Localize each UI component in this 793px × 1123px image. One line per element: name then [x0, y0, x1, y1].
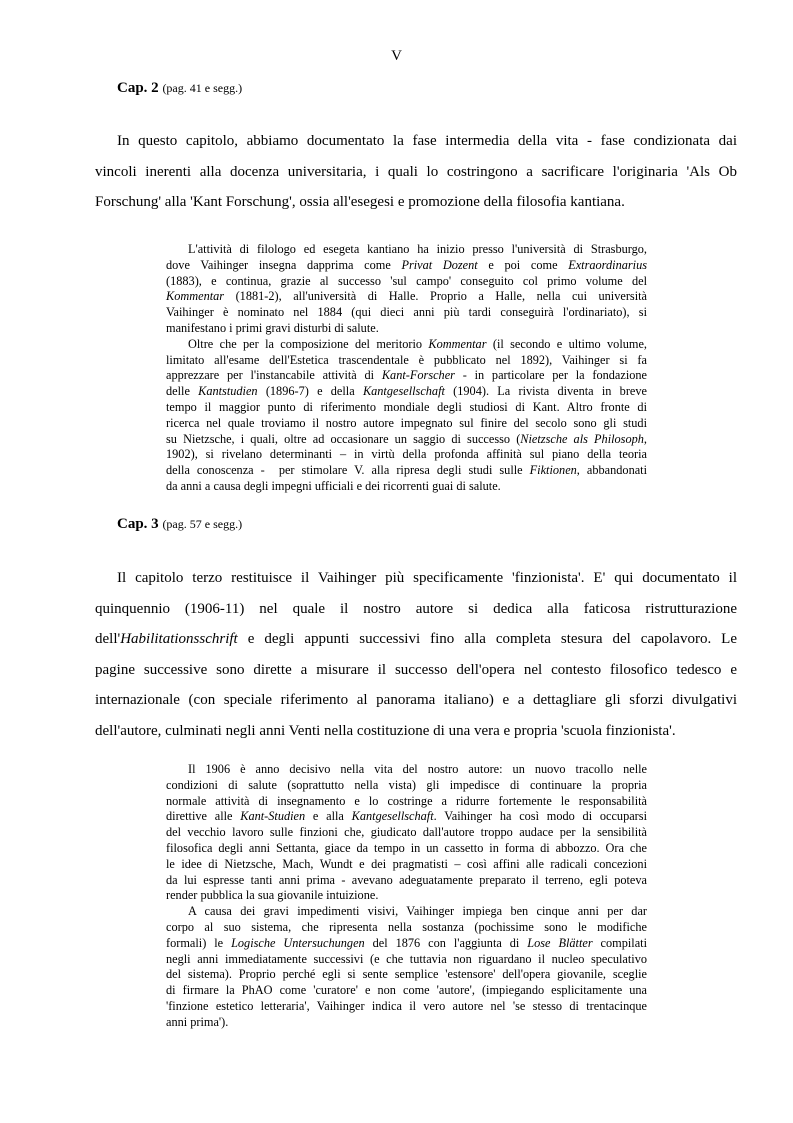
chapter-3-page-ref: (pag. 57 e segg.)	[162, 517, 243, 531]
text-line: In questo capitolo, abbiamo documentato la fase intermedia della vita - fase condizionata dai	[117, 133, 737, 149]
text-line: da anni a causa degli impegni ufficiali e dei ricorrenti guai di salute.	[166, 478, 501, 493]
text-line: dell'Habilitationsschrift e degli appunti successivi fino alla completa stesura del capolavoro. Le	[95, 631, 737, 647]
text-line: (1883), e continua, grazie al successo 'sul campo' conseguito col primo volume del	[166, 273, 647, 288]
chapter-2-heading	[117, 78, 242, 98]
chapter-3-label: Cap. 3	[117, 516, 159, 532]
text-line: direttive alle Kant-Studien e alla Kantgesellschaft. Vaihinger ha così modo di occuparsi	[166, 809, 647, 824]
chapter-2-page-ref: (pag. 41 e segg.)	[162, 81, 243, 95]
text-line: quinquennio (1906-11) nel quale il nostro autore si dedica alla faticosa ristrutturazione	[95, 600, 737, 617]
text-line: vincoli inerenti alla docenza universitaria, i quali lo costringono a sacrificare l'originaria 'Als Ob	[95, 163, 737, 180]
text-line: 1902), si rivelano determinanti – in virtù della profonda affinità sul piano della teoria	[166, 447, 647, 462]
chapter-2-paragraph	[95, 126, 737, 218]
text-line: Oltre che per la composizione del meritorio Kommentar (il secondo e ultimo volume,	[188, 336, 647, 351]
text-line: formali) le Logische Untersuchungen del 1876 con l'aggiunta di Lose Blätter compilati	[166, 935, 647, 950]
page-number: V	[391, 48, 402, 64]
text-line: da lui espresse tanti anni prima - avevano adeguatamente preparato il terreno, egli poteva	[166, 872, 647, 887]
text-line: di firmare la PhAO come 'curatore' e non come 'autore', (impiegando esplicitamente una	[166, 983, 647, 998]
text-line: del vecchio lavoro sulle finzioni che, giudicato dall'autore troppo audace per la sensibilità	[166, 825, 647, 840]
text-line: delle Kantstudien (1896-7) e della Kantgesellschaft (1904). La rivista diventa in breve	[166, 384, 647, 399]
text-line: 'finzione estetico letteraria', Vaihinger indica il vero autore nel 'se stesso di trentacinque	[166, 998, 647, 1013]
text-line: Il capitolo terzo restituisce il Vaihinger più specificamente 'finzionista'. E' qui documentato il	[117, 570, 737, 586]
text-line: Kommentar (1881-2), all'università di Halle. Proprio a Halle, nella cui università	[166, 289, 647, 304]
chapter-3-paragraph	[95, 563, 737, 746]
text-line: manifestano i primi gravi disturbi di salute.	[166, 320, 379, 335]
chapter-3-block-quote	[166, 762, 647, 1031]
text-line: anni prima').	[166, 1014, 229, 1029]
text-line: normale attività di insegnamento e lo costringe a ridurre fortemente le responsabilità	[166, 793, 647, 808]
text-line: pagine successive sono dirette a misurare il successo dell'opera nel contesto filosofico tedesco e	[95, 661, 737, 678]
text-line: Forschung' alla 'Kant Forschung', ossia all'esegesi e promozione della filosofia kantiana.	[95, 194, 625, 210]
chapter-2-label: Cap. 2	[117, 80, 159, 96]
text-line: della conoscenza - per stimolare V. alla ripresa degli studi sulle Fiktionen, abbandonati	[166, 463, 648, 478]
text-line: dell'autore, culminati negli anni Venti nella costituzione di una vera e propria 'scuola finzionista'.	[95, 722, 676, 739]
text-line: corpo al suo sistema, che ripresenta nella sostanza (pochissime sono le modifiche	[166, 919, 647, 934]
chapter-3-heading	[117, 514, 242, 534]
text-line: negli anni immediatamente successivi (e che tuttavia non riguardano il nucleo speculativo	[166, 951, 647, 966]
text-line: del sistema). Proprio perché egli si sente semplice 'estensore' dell'opera giovanile, sceglie	[166, 967, 647, 982]
text-line: apprezzare per l'instancabile attività di Kant-Forscher - in particolare per la fondazione	[166, 368, 647, 383]
text-line: internazionale (con speciale riferimento al panorama italiano) e a dettagliare gli sforzi divulgativi	[95, 692, 737, 708]
text-line: su Nietzsche, i quali, oltre ad occasionare un saggio di successo (Nietzsche als Philosoph,	[166, 431, 647, 446]
text-line: Il 1906 è anno decisivo nella vita del nostro autore: un nuovo tracollo nelle	[188, 762, 647, 776]
text-line: limitato all'esame dell'Estetica trascendentale è pubblicato nel 1892), Vaihinger si fa	[166, 352, 647, 367]
text-line: le idee di Nietzsche, Mach, Wundt e dei pragmatisti – così affini alle radicali concezioni	[166, 856, 647, 871]
text-line: render pubblica la sua giovanile intuizione.	[166, 888, 379, 903]
text-line: tempo il maggior punto di riferimento mondiale degli studiosi di Kant. Altro fronte di	[166, 399, 647, 414]
text-line: L'attività di filologo ed esegeta kantiano ha inizio presso l'università di Strasburgo,	[188, 242, 647, 256]
text-line: Vaihinger è nominato nel 1884 (qui dieci anni più tardi conseguirà l'ordinariato), si	[166, 305, 647, 320]
text-line: filosofica degli anni Settanta, giace da tempo in un cassetto in forma di abbozzo. Ora che	[166, 840, 647, 855]
text-line: condizioni di salute (soprattutto nella vista) gli impedisce di continuare la propria	[166, 777, 647, 792]
text-line: A causa dei gravi impedimenti visivi, Vaihinger impiega ben cinque anni per dar	[188, 904, 647, 919]
chapter-2-block-quote	[166, 242, 647, 495]
text-line: ricerca nel quale troviamo il nostro autore impegnato sul finire del secolo sono gli studi	[166, 415, 647, 430]
text-line: dove Vaihinger insegna dapprima come Privat Dozent e poi come Extraordinarius	[166, 257, 647, 272]
